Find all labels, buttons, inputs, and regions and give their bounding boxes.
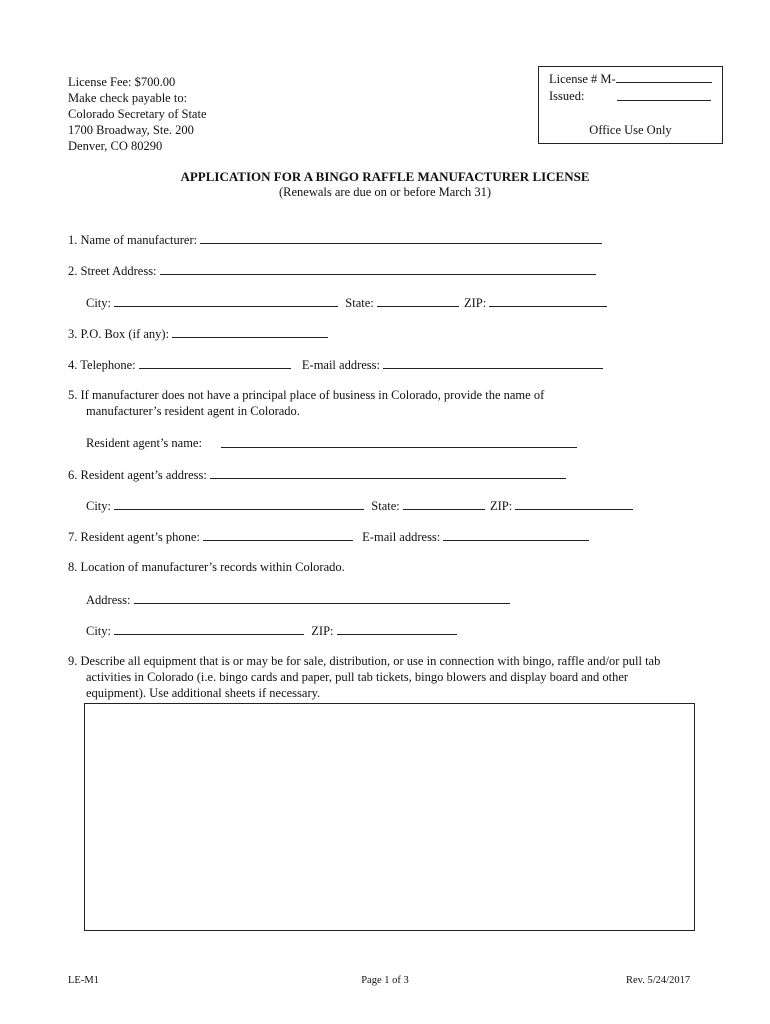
city-label: City: (86, 296, 112, 310)
fee-line: Make check payable to: (68, 91, 188, 105)
resident-agent-address-row (68, 466, 566, 483)
records-zip-field[interactable] (337, 622, 457, 635)
records-zip-label: ZIP: (311, 624, 334, 638)
license-number-label: License # M- (549, 72, 616, 86)
resident-agent-instructions-line1: 5. If manufacturer does not have a principal place of business in Colorado, provide the name of (68, 388, 545, 402)
office-use-label: Office Use Only (589, 123, 672, 137)
fee-line: License Fee: $700.00 (68, 75, 176, 89)
po-box-label: 3. P.O. Box (if any): (68, 327, 170, 341)
equipment-description-textarea[interactable] (84, 703, 695, 931)
license-number-field[interactable] (616, 70, 712, 83)
agent-state-field[interactable] (403, 497, 485, 510)
po-box-field[interactable] (172, 325, 328, 338)
state-label: State: (345, 296, 374, 310)
office-use-box (538, 66, 723, 144)
fee-line: Colorado Secretary of State (68, 107, 207, 121)
form-id: LE-M1 (68, 975, 99, 986)
street-address-label: 2. Street Address: (68, 264, 157, 278)
resident-agent-instructions-line2: manufacturer’s resident agent in Colorado. (86, 404, 300, 418)
street-address-field[interactable] (160, 262, 596, 275)
issued-label: Issued: (549, 89, 585, 103)
agent-phone-label: 7. Resident agent’s phone: (68, 530, 200, 544)
fee-line: 1700 Broadway, Ste. 200 (68, 123, 194, 137)
manufacturer-name-label: 1. Name of manufacturer: (68, 233, 198, 247)
agent-phone-email-row (68, 528, 589, 545)
issued-field[interactable] (617, 88, 711, 101)
records-address-row (86, 591, 510, 608)
records-city-label: City: (86, 624, 112, 638)
telephone-email-row (68, 356, 603, 373)
page-title: APPLICATION FOR A BINGO RAFFLE MANUFACTURER LICENSE (180, 169, 590, 184)
records-city-field[interactable] (114, 622, 304, 635)
resident-agent-name-field[interactable] (221, 435, 577, 448)
po-box-row (68, 325, 328, 342)
records-location-label: 8. Location of manufacturer’s records within Colorado. (68, 560, 345, 574)
city-field[interactable] (114, 294, 338, 307)
agent-city-state-zip-row (86, 497, 633, 514)
state-field[interactable] (377, 294, 459, 307)
fee-address-block (68, 74, 207, 154)
resident-agent-address-field[interactable] (210, 466, 566, 479)
agent-phone-field[interactable] (203, 528, 353, 541)
records-address-field[interactable] (134, 591, 510, 604)
agent-email-label: E-mail address: (362, 530, 441, 544)
email-field[interactable] (383, 356, 603, 369)
agent-email-field[interactable] (443, 528, 589, 541)
telephone-field[interactable] (139, 356, 291, 369)
records-city-zip-row (86, 622, 457, 639)
equipment-instructions-line1: 9. Describe all equipment that is or may be for sale, distribution, or use in connection with bingo, raffle and/or pull tab (68, 654, 661, 668)
agent-city-label: City: (86, 499, 112, 513)
email-label: E-mail address: (301, 358, 380, 372)
city-state-zip-row (86, 294, 607, 311)
equipment-instructions-line3: equipment). Use additional sheets if necessary. (86, 686, 321, 700)
records-address-label: Address: (86, 593, 131, 607)
zip-field[interactable] (489, 294, 607, 307)
resident-agent-address-label: 6. Resident agent’s address: (68, 468, 207, 482)
street-address-row (68, 262, 596, 279)
page-subtitle: (Renewals are due on or before March 31) (278, 185, 492, 199)
page-number: Page 1 of 3 (361, 975, 409, 986)
equipment-instructions-line2: activities in Colorado (i.e. bingo cards and paper, pull tab tickets, bingo blowers and display board and other (86, 670, 629, 684)
agent-zip-field[interactable] (515, 497, 633, 510)
agent-city-field[interactable] (114, 497, 364, 510)
license-number-row (549, 70, 712, 87)
manufacturer-name-row (68, 231, 602, 248)
resident-agent-name-label: Resident agent’s name: (86, 436, 202, 450)
zip-label: ZIP: (463, 296, 487, 310)
revision-date: Rev. 5/24/2017 (626, 975, 691, 986)
agent-state-label: State: (371, 499, 400, 513)
manufacturer-name-field[interactable] (200, 231, 602, 244)
issued-row (549, 88, 584, 104)
telephone-label: 4. Telephone: (68, 358, 136, 372)
resident-agent-name-row (86, 435, 202, 451)
agent-zip-label: ZIP: (489, 499, 513, 513)
fee-line: Denver, CO 80290 (68, 139, 163, 153)
